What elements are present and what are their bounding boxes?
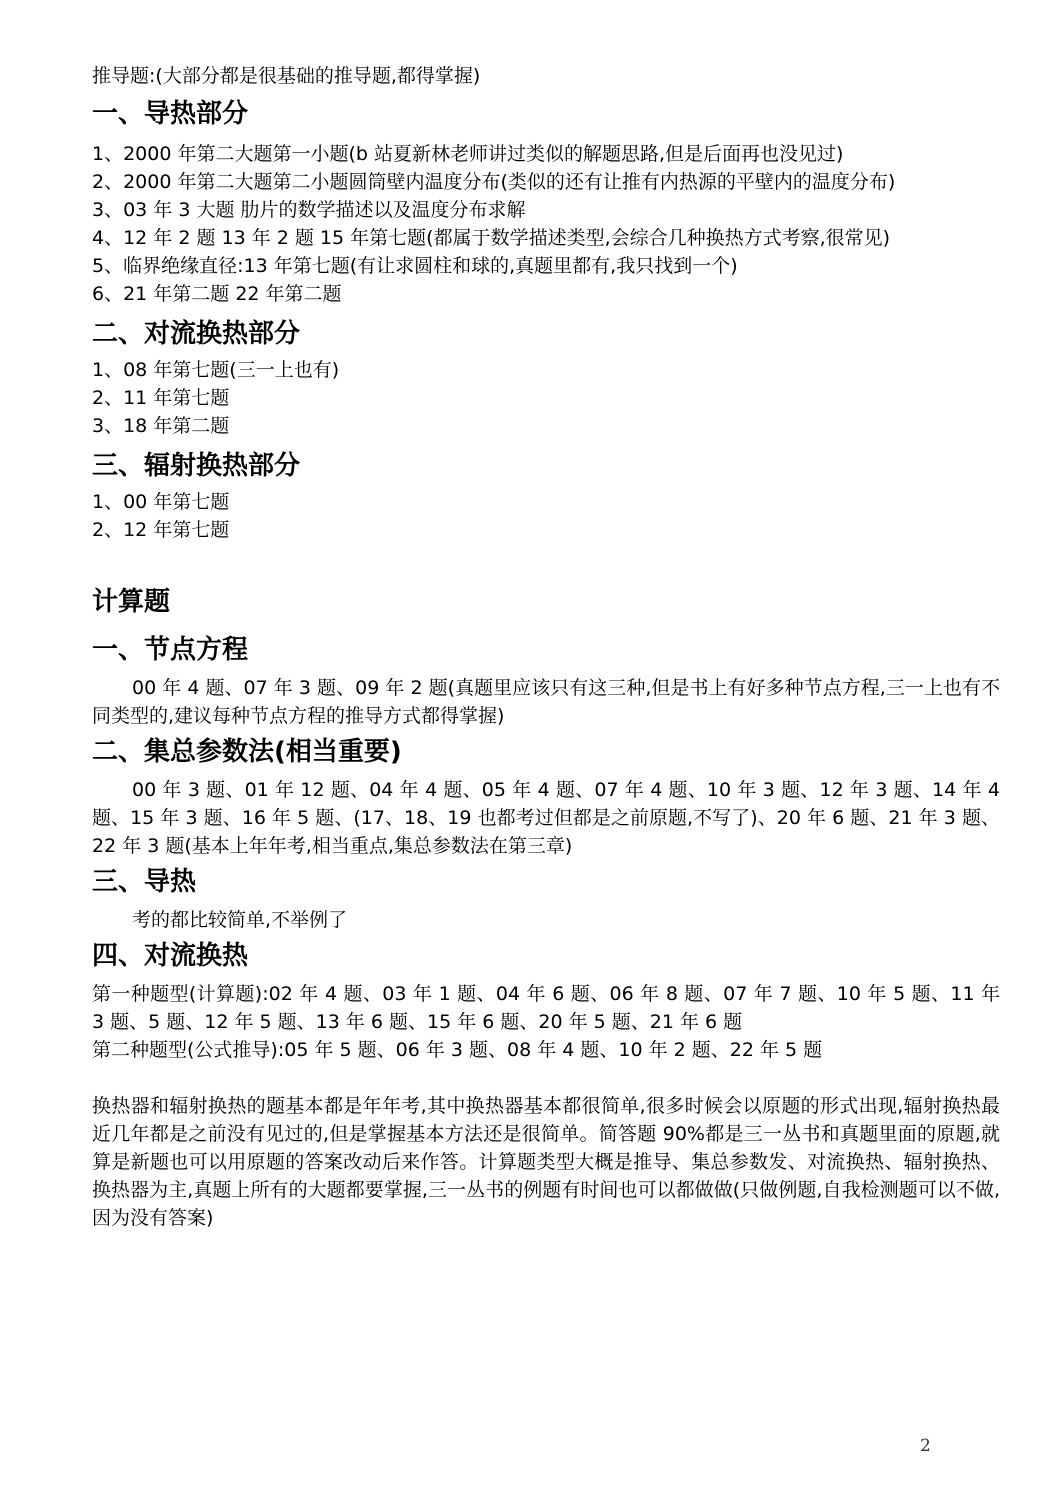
convection-type1-text: 第一种题型(计算题):02 年 4 题、03 年 1 题、04 年 6 题、06 年 8 题、07 年 7 题、10 年 5 题、11 年 3 题、5 题、12 年 5 题、13 年 6 题、15 年 6 题、20 年 5 题、21 年 6 题 — [92, 983, 1000, 1033]
heading-lumped-parameter: 二、集总参数法(相当重要) — [92, 737, 402, 767]
list-item: 2、2000 年第二大题第二小题圆筒壁内温度分布(类似的还有让推有内热源的平壁内的温度分布) — [92, 171, 896, 193]
list-item: 1、08 年第七题(三一上也有) — [92, 359, 340, 381]
summary-paragraph: 换热器和辐射换热的题基本都是年年考,其中换热器基本都很简单,很多时候会以原题的形式出现,辐射换热最近几年都是之前没有见过的,但是掌握基本方法还是很简单。简答题 90%都是三一丛书和真题里面的原题,就算是新题也可以用原题的答案改动后来作答。计算题类型大概是推导、集总参数发、对流换热、辐射换热、换热器为主,真题上所有的大题都要掌握,三一丛书的例题有时间也可以都做做(只做例题,自我检测题可以不做,因为没有答案) — [92, 1095, 1000, 1229]
list-convection — [92, 356, 1000, 440]
list-item: 2、12 年第七题 — [92, 519, 230, 541]
heading-calculation: 计算题 — [92, 587, 171, 617]
list-radiation — [92, 488, 1000, 544]
lumped-parameter-text: 00 年 3 题、01 年 12 题、04 年 4 题、05 年 4 题、07 年 4 题、10 年 3 题、12 年 3 题、14 年 4 题、15 年 3 题、16 年 5 题、(17、18、19 也都考过但都是之前原题,不写了)、20 年 6 题、21 年 3 题、22 年 3 题(基本上年年考,相当重点,集总参数法在第三章) — [92, 779, 1000, 857]
heading-conduction: 三、导热 — [92, 867, 197, 897]
list-item: 3、03 年 3 大题 肋片的数学描述以及温度分布求解 — [92, 199, 526, 221]
heading-heat-conduction: 一、导热部分 — [92, 99, 249, 129]
heading-convection: 二、对流换热部分 — [92, 319, 301, 349]
list-item: 1、2000 年第二大题第一小题(b 站夏新林老师讲过类似的解题思路,但是后面再也没见过) — [92, 143, 844, 165]
list-item: 1、00 年第七题 — [92, 491, 230, 513]
derivation-intro: 推导题:(大部分都是很基础的推导题,都得掌握) — [92, 65, 481, 87]
conduction-text: 考的都比较简单,不举例了 — [132, 909, 348, 931]
heading-convection-calc: 四、对流换热 — [92, 941, 249, 971]
list-item: 5、临界绝缘直径:13 年第七题(有让求圆柱和球的,真题里都有,我只找到一个) — [92, 255, 738, 277]
list-item: 4、12 年 2 题 13 年 2 题 15 年第七题(都属于数学描述类型,会综合几种换热方式考察,很常见) — [92, 227, 891, 249]
list-item: 6、21 年第二题 22 年第二题 — [92, 283, 342, 305]
page-content — [92, 62, 1000, 1232]
convection-type2-text: 第二种题型(公式推导):05 年 5 题、06 年 3 题、08 年 4 题、10 年 2 题、22 年 5 题 — [92, 1039, 823, 1061]
heading-node-equation: 一、节点方程 — [92, 635, 249, 665]
list-item: 3、18 年第二题 — [92, 415, 230, 437]
node-equation-text: 00 年 4 题、07 年 3 题、09 年 2 题(真题里应该只有这三种,但是书上有好多种节点方程,三一上也有不同类型的,建议每种节点方程的推导方式都得掌握) — [92, 677, 1000, 727]
list-item: 2、11 年第七题 — [92, 387, 230, 409]
list-heat-conduction — [92, 140, 1000, 308]
heading-radiation: 三、辐射换热部分 — [92, 451, 301, 481]
page-number: 2 — [920, 1436, 931, 1456]
